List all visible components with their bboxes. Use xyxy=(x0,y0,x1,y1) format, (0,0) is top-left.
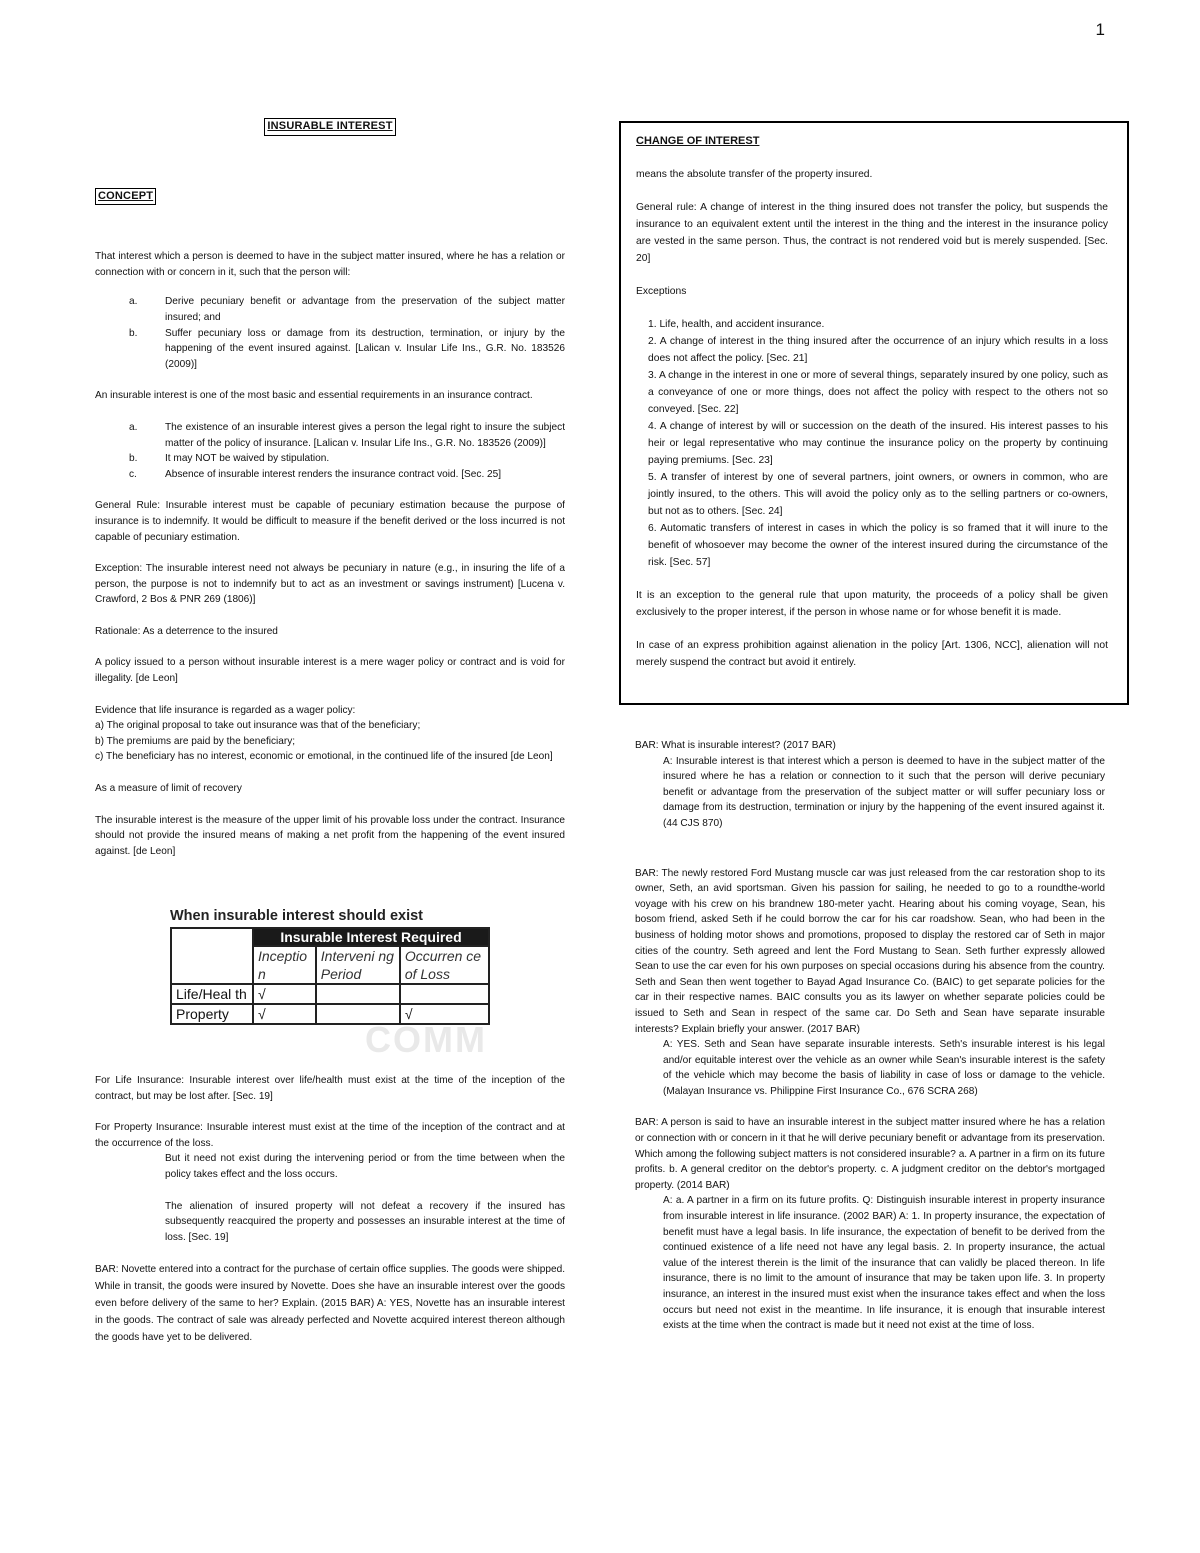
list-item xyxy=(95,294,565,325)
exceptions-heading: Exceptions xyxy=(636,286,687,297)
table-caption: When insurable interest should exist xyxy=(170,908,423,924)
list-item: 1. Life, health, and accident insurance. xyxy=(648,319,825,330)
list-item-text: It may NOT be waived by stipulation. xyxy=(165,453,330,465)
wager-policy: A policy issued to a person without insurable interest is a mere wager policy or contract and is void for illegality. [de Leon] xyxy=(95,657,565,685)
essential-list xyxy=(95,420,565,482)
alienation-note: In case of an express prohibition against alienation in the policy [Art. 1306, NCC], alienation will not merely suspend the contract but avoid it entirely. xyxy=(636,640,1108,668)
table-cell xyxy=(316,984,400,1004)
exceptions-list xyxy=(636,316,1108,571)
table-corner xyxy=(171,946,253,984)
list-item: 4. A change of interest by will or succession on the death of the insured. His interest passes to his heir or legal representative who may continue the insurance policy on the property by continuing paying premiums. [Sec. 23] xyxy=(648,421,1108,466)
bar-question: BAR: The newly restored Ford Mustang muscle car was just released from the car restoration shop to its owner, Seth, an avid sportsman. Given his passion for sailing, he needed to go to a roundthe-world voyage with his crew on his brandnew 180-meter yacht. Hearing about his coming voyage, Sean, his bosom friend, asked Seth if he could borrow the car for his car roadshow. Sean, who had been in the business of holding motor shows and promotions, proposed to display the restored car of Seth in major cities of the country. Seth agreed and lent the Ford Mustang to Sean. Seth further expressly allowed Sean to use the car even for his own purposes on special occasions during his absence from the country. Seth and Sean then went together to Bayad Agad Insurance Co. (BAIC) to get separate policies for the car in their respective names. BAIC consults you as its lawyer on whether separate policies could be issued to Seth and Sean in respect of the same car. Do Seth and Sean have separate insurable interests? Explain briefly your answer. (2017 BAR) xyxy=(635,867,1105,1035)
list-item-label: c. xyxy=(129,468,137,480)
insurable-interest-table-figure xyxy=(170,908,495,1060)
concept-heading: CONCEPT xyxy=(95,188,156,206)
property-insurance-rule: For Property Insurance: Insurable interest must exist at the time of the inception of the contract and at the occurrence of the loss. xyxy=(95,1122,565,1149)
bar-answer: A: Insurable interest is that interest which a person is deemed to have in the subject matter of the insured where he has a relation or connection to it such that the person will derive pecuniary benefit or advantage from the preservation of the subject matter or will suffer pecuniary loss or damage from its destruction, termination or injury by the happening of the event insured against it. (44 CJS 870) xyxy=(663,755,1105,829)
right-column xyxy=(635,738,1105,1350)
column-header: Interveni ng Period xyxy=(316,946,400,984)
list-item-label: b. xyxy=(129,327,138,339)
evidence-item: c) The beneficiary has no interest, economic or emotional, in the continued life of the insured [de Leon] xyxy=(95,751,553,763)
change-definition: means the absolute transfer of the property insured. xyxy=(636,169,873,180)
list-item: 5. A transfer of interest by one of several partners, joint owners, or owners in common, who are jointly insured, to the others. This will avoid the policy only as to the selling partners or co-owners, but not as to others. [Sec. 24] xyxy=(648,472,1108,517)
table-cell: √ xyxy=(253,1004,316,1024)
table-cell: √ xyxy=(400,1004,489,1024)
life-insurance-rule: For Life Insurance: Insurable interest over life/health must exist at the time of the inception of the contract, but may be lost after. [Sec. 19] xyxy=(95,1075,565,1102)
table-header: Insurable Interest Required xyxy=(253,928,489,946)
list-item: 2. A change of interest in the thing insured after the occurrence of an injury which results in a loss does not affect the policy. [Sec. 21] xyxy=(648,336,1108,364)
measure-heading: As a measure of limit of recovery xyxy=(95,783,242,795)
list-item xyxy=(95,326,565,373)
insurable-interest-table xyxy=(170,927,490,1025)
left-column xyxy=(95,118,565,875)
left-column-lower xyxy=(95,1073,565,1362)
list-item: 3. A change in the interest in one or more of several things, separately insured by one policy, such as a conveyance of one or more things, does not affect the policy with respect to the others not so conveyed. [Sec. 22] xyxy=(648,370,1108,415)
document-title: INSURABLE INTEREST xyxy=(264,118,395,136)
bar-novette: BAR: Novette entered into a contract for the purchase of certain office supplies. The goods were shipped. While in transit, the goods were insured by Novette. Does she have an insurable interest over the goods even before delivery of the same to her? Explain. (2015 BAR) A: YES, Novette has an insurable interest in the goods. The contract of sale was already perfected and Novette acquired interest thereon although the goods have yet to be delivered. xyxy=(95,1264,565,1344)
watermark: COMM xyxy=(365,1019,487,1060)
list-item-label: b. xyxy=(129,453,138,465)
table-row xyxy=(171,984,489,1004)
table-row xyxy=(171,1004,489,1024)
general-rule: General Rule: Insurable interest must be capable of pecuniary estimation because the purpose of insurance is to indemnify. It would be difficult to measure if the benefit derived or the loss incurred is not capable of pecuniary estimation. xyxy=(95,500,565,543)
change-general-rule: General rule: A change of interest in the thing insured does not transfer the policy, but suspends the insurance to an equivalent extent until the interest in the thing and the interest in the insurance policy are vested in the same person. Thus, the contract is not rendered void but is merely suspended. [Sec. 20] xyxy=(636,202,1108,264)
table-cell xyxy=(400,984,489,1004)
measure-text: The insurable interest is the measure of the upper limit of his provable loss under the contract. Insurance should not provide the insured means of making a net profit from the happening of the event insured against. [de Leon] xyxy=(95,814,565,857)
row-label: Life/Heal th xyxy=(171,984,253,1004)
list-item xyxy=(95,467,565,483)
concept-list xyxy=(95,294,565,372)
list-item-label: a. xyxy=(129,421,138,433)
property-note: The alienation of insured property will not defeat a recovery if the insured has subsequently reacquired the property and possesses an insurable interest at the time of loss. [Sec. 19] xyxy=(165,1200,565,1243)
list-item-label: a. xyxy=(129,296,138,308)
exception-note: It is an exception to the general rule that upon maturity, the proceeds of a policy shall be given exclusively to the proper interest, if the person in whose name or for whose benefit it is made. xyxy=(636,590,1108,618)
list-item-text: Suffer pecuniary loss or damage from its destruction, termination, or injury by the happening of the event insured against. [Lalican v. Insular Life Ins., G.R. No. 183526 (2009)] xyxy=(165,327,565,370)
property-note: But it need not exist during the intervening period or from the time between when the policy takes effect and the loss occurs. xyxy=(165,1153,565,1180)
evidence-block xyxy=(95,703,565,765)
list-item-text: The existence of an insurable interest gives a person the legal right to insure the subject matter of the policy of insurance. [Lalican v. Insular Life Ins., G.R. No. 183526 (2009)] xyxy=(165,421,565,449)
list-item xyxy=(95,420,565,451)
exception: Exception: The insurable interest need not always be pecuniary in nature (e.g., in insuring the life of a person, the purpose is not to indemnify but to act as an investment or savings instrument) [Lucena v. Crawford, 2 Bos & PNR 269 (1806)] xyxy=(95,563,565,606)
list-item xyxy=(95,451,565,467)
change-of-interest-box xyxy=(619,121,1129,705)
evidence-item: b) The premiums are paid by the beneficiary; xyxy=(95,735,296,747)
list-item: 6. Automatic transfers of interest in cases in which the policy is so framed that it will inure to the benefit of whosoever may become the owner of the interest insured during the circumstance of the risk. [Sec. 57] xyxy=(648,523,1108,568)
rationale: Rationale: As a deterrence to the insured xyxy=(95,625,278,637)
list-item-text: Derive pecuniary benefit or advantage from the preservation of the subject matter insured; and xyxy=(165,296,565,323)
evidence-intro: Evidence that life insurance is regarded as a wager policy: xyxy=(95,704,356,716)
essential-intro: An insurable interest is one of the most basic and essential requirements in an insurance contract. xyxy=(95,390,533,402)
table-cell: √ xyxy=(253,984,316,1004)
row-label: Property xyxy=(171,1004,253,1024)
bar-answer: A: YES. Seth and Sean have separate insurable interests. Seth's insurable interest is his legal and/or equitable interest over the vehicle as an owner while Sean's insurable interest is the safety of the vehicle which may become the basis of liability in case of loss or damage to the vehicle. (Malayan Insurance vs. Philippine First Insurance Co., 676 SCRA 268) xyxy=(663,1039,1105,1097)
page-number: 1 xyxy=(1095,20,1105,39)
evidence-item: a) The original proposal to take out insurance was that of the beneficiary; xyxy=(95,720,421,732)
change-of-interest-heading: CHANGE OF INTEREST xyxy=(636,135,760,147)
table-cell xyxy=(316,1004,400,1024)
bar-question: BAR: A person is said to have an insurable interest in the subject matter insured where he has a relation or connection with or concern in it that he will derive pecuniary benefit or advantage from its preservation. Which among the following subject matters is not considered insurable? a. A partner in a firm on its future profits. b. A general creditor on the debtor's property. c. A judgment creditor on the debtor's mortgaged property. (2014 BAR) xyxy=(635,1117,1105,1191)
column-header: Occurren ce of Loss xyxy=(400,946,489,984)
column-header: Inceptio n xyxy=(253,946,316,984)
concept-definition: That interest which a person is deemed to have in the subject matter insured, where he has a relation or connection with or concern in it, such that the person will: xyxy=(95,251,565,278)
table-corner xyxy=(171,928,253,946)
list-item-text: Absence of insurable interest renders the insurance contract void. [Sec. 25] xyxy=(165,468,502,480)
bar-question: BAR: What is insurable interest? (2017 BAR) xyxy=(635,740,836,751)
bar-answer: A: a. A partner in a firm on its future profits. Q: Distinguish insurable interest in property insurance from insurable interest in life insurance. (2002 BAR) A: 1. In property insurance, the expectation of benefit must have a legal basis. In life insurance, the expectation of benefit to be derived from the continued existence of a life need not have any legal basis. 2. In property insurance, the actual value of the interest therein is the limit of the insurance that can validly be placed thereon. In life insurance, there is no limit to the amount of insurance that may be taken upon life. 3. In property insurance, an interest in the insured must exist when the insurance takes effect and when the loss occurs but need not exist in the meantime. In life insurance, it is enough that insurable interest exists at the time when the contract is made but it need not exist at the time of loss. xyxy=(663,1195,1105,1332)
